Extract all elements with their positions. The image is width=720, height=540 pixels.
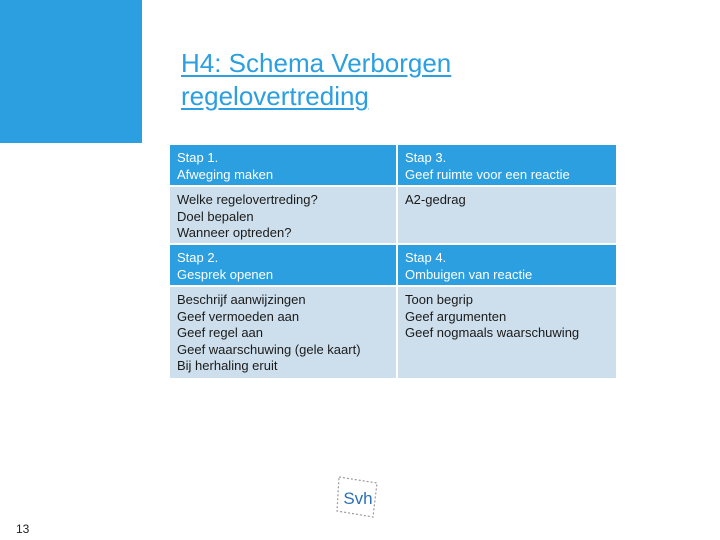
schema-table <box>170 145 616 378</box>
table-cell-step4-body: Toon begrip Geef argumenten Geef nogmaals waarschuwing <box>398 287 616 378</box>
accent-block <box>0 0 142 143</box>
table-cell-step4-header: Stap 4. Ombuigen van reactie <box>398 245 616 285</box>
table-cell-step1-body: Welke regelovertreding? Doel bepalen Wanneer optreden? <box>170 187 396 243</box>
table-cell-step3-body: A2-gedrag <box>398 187 616 243</box>
table-cell-step2-body: Beschrijf aanwijzingen Geef vermoeden aan Geef regel aan Geef waarschuwing (gele kaart) Bij herhaling eruit <box>170 287 396 378</box>
table-cell-step3-header: Stap 3. Geef ruimte voor een reactie <box>398 145 616 185</box>
table-cell-step2-header: Stap 2. Gesprek openen <box>170 245 396 285</box>
logo-text: Svh <box>343 489 373 508</box>
page-number: 13 <box>16 522 30 536</box>
svh-logo <box>333 473 383 521</box>
table-cell-step1-header: Stap 1. Afweging maken <box>170 145 396 185</box>
slide-title: H4: Schema Verborgen regelovertreding <box>181 48 452 111</box>
